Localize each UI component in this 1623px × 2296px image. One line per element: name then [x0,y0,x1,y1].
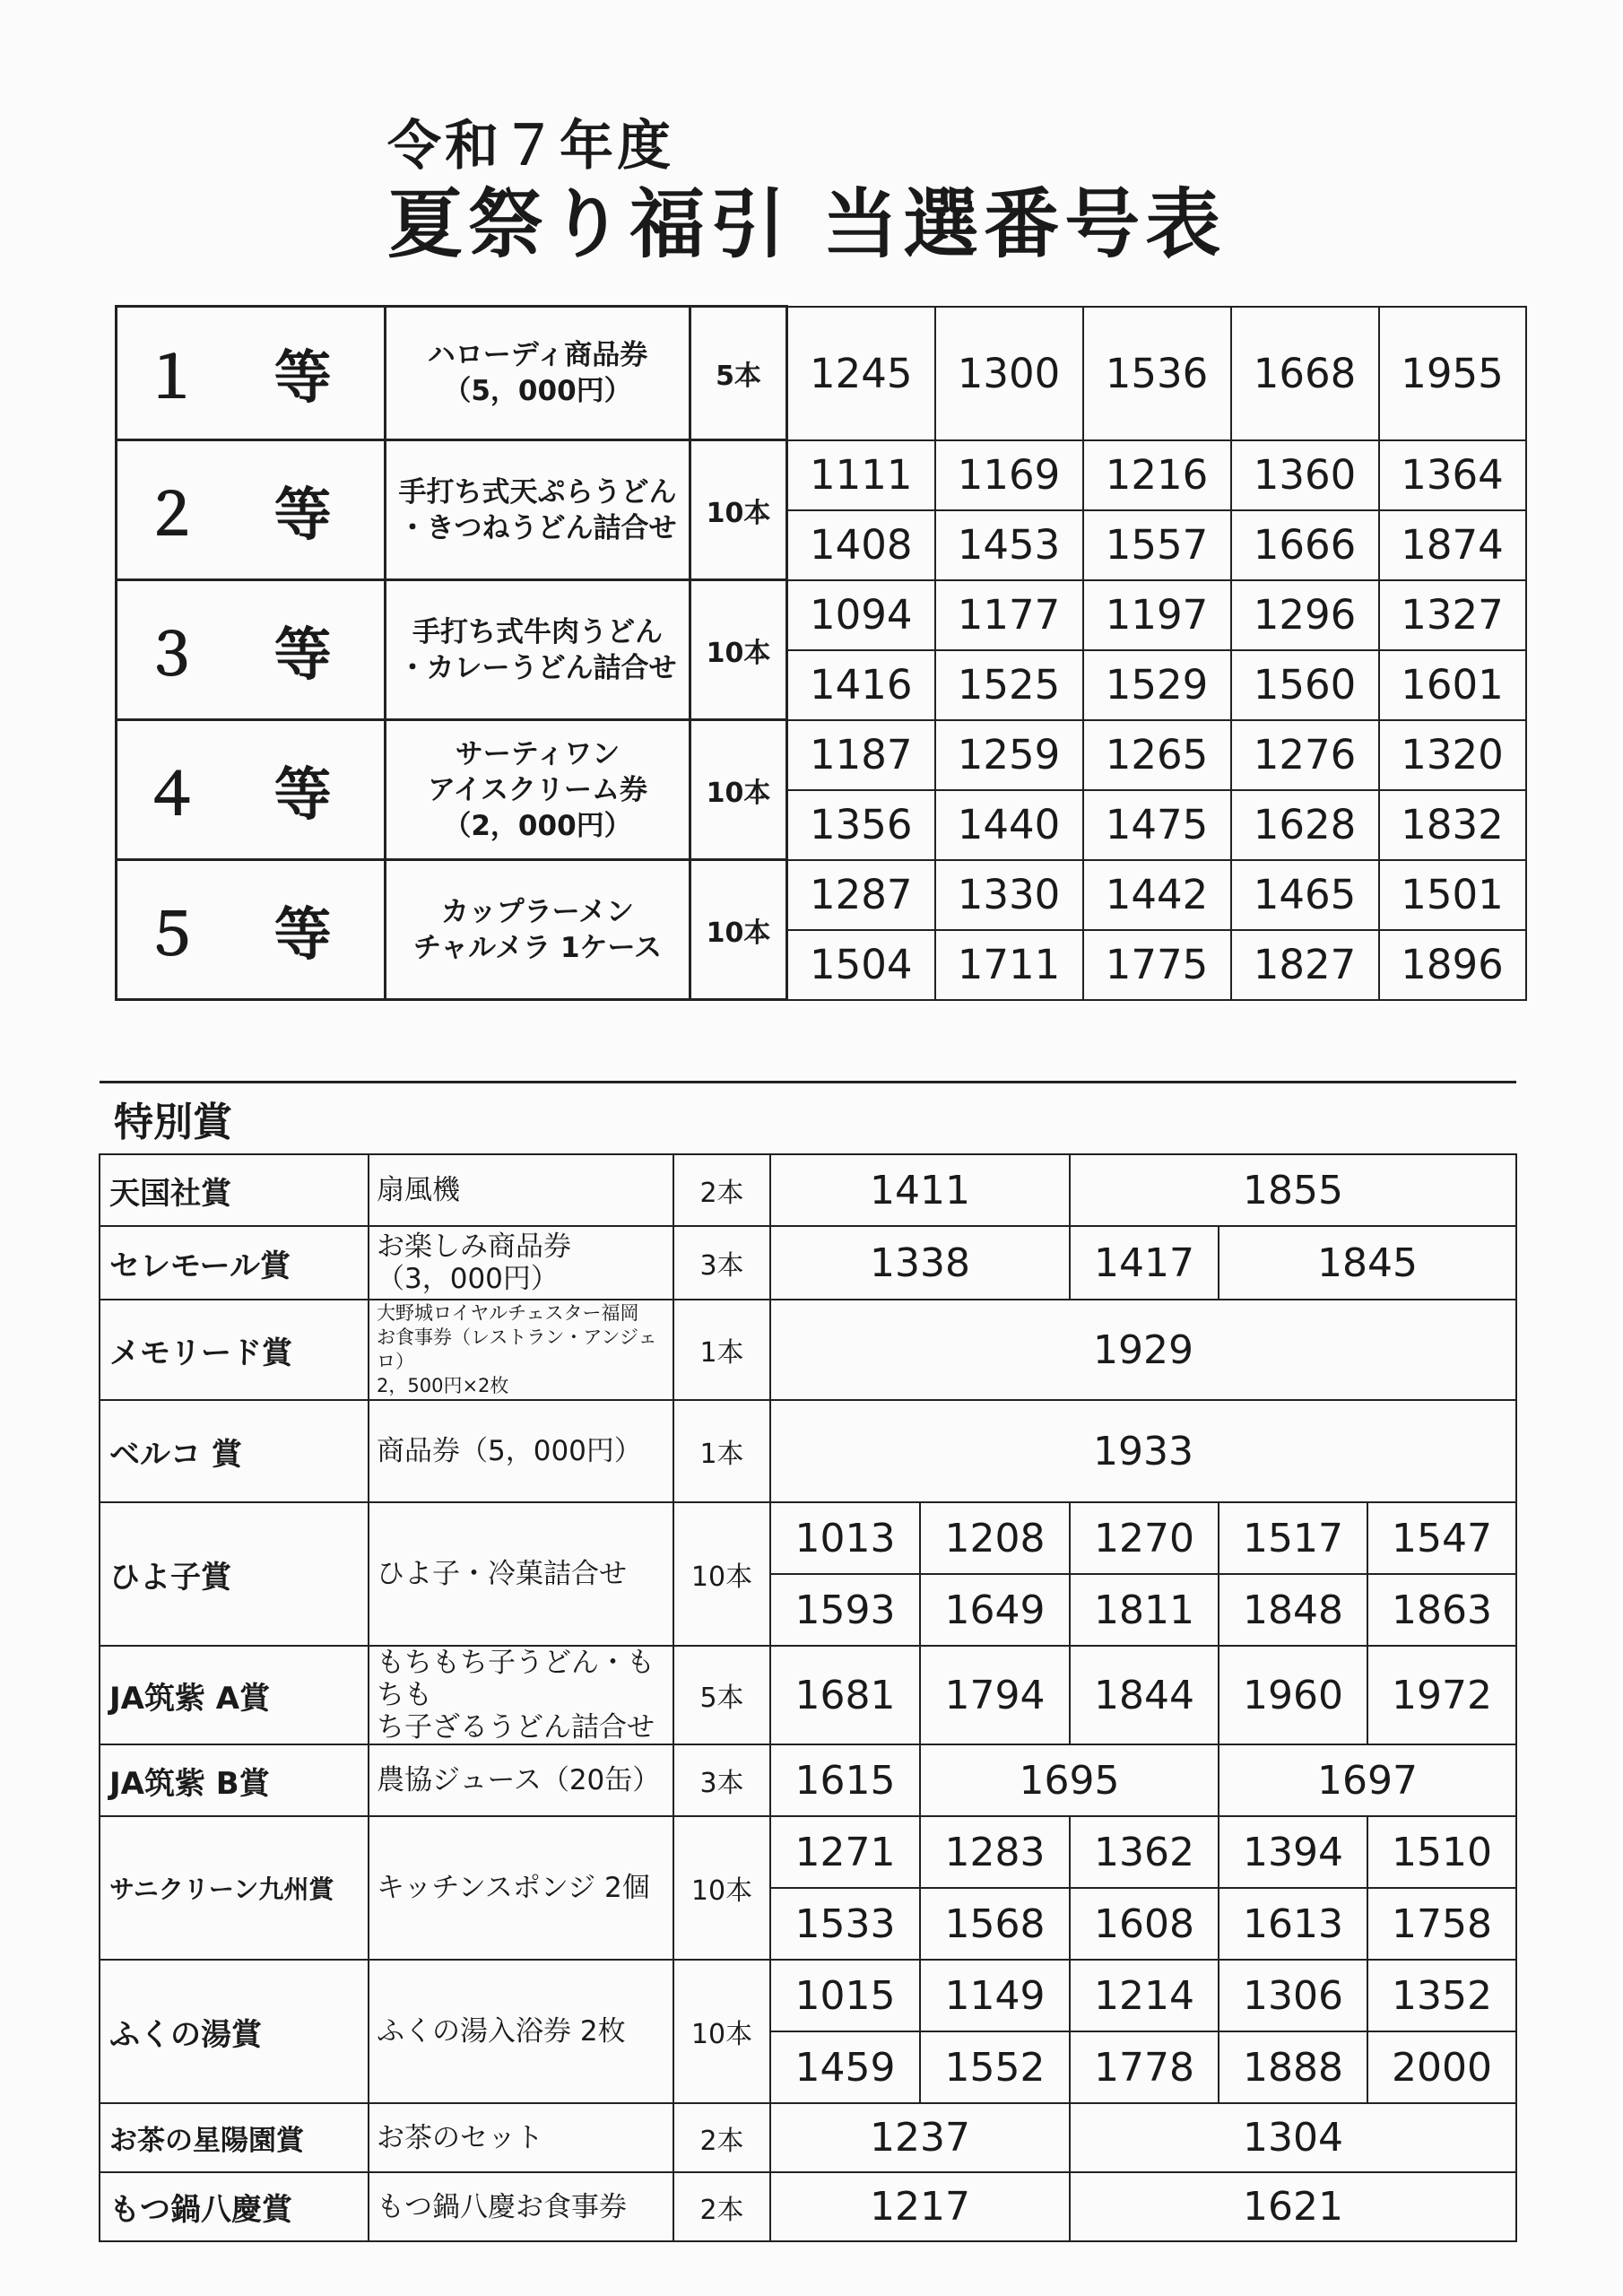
winning-number: 1327 [1379,580,1526,650]
winning-number: 1666 [1231,510,1379,580]
winning-number: 1832 [1379,790,1526,860]
winning-number: 1217 [770,2172,1070,2241]
winning-number: 1197 [1083,580,1231,650]
winning-number: 1208 [920,1502,1070,1574]
special-row [100,1502,1516,1574]
prize-row-1 [117,307,1526,440]
winning-number: 1593 [770,1574,920,1646]
winning-number: 1475 [1083,790,1231,860]
winning-number: 1510 [1367,1816,1516,1888]
special-prize-item-line: もちもち子うどん・もちも [377,1647,655,1711]
winning-number: 1560 [1231,650,1379,720]
winning-number: 1960 [1219,1646,1367,1744]
special-row [100,1960,1516,2031]
special-prize-qty: 10本 [673,1502,770,1646]
prize-item [386,307,690,440]
winning-number: 1338 [770,1226,1070,1300]
prize-item-line: ハローディ商品券 [427,339,648,371]
special-row [100,2172,1516,2241]
prize-row-4 [117,720,1526,790]
winning-number: 1778 [1070,2031,1219,2103]
prize-rank: ４ 等 [117,720,386,860]
prize-qty: 10本 [690,860,787,1000]
winning-number: 1169 [935,440,1083,510]
winning-number: 1187 [787,720,935,790]
winning-number: 1533 [770,1888,920,1960]
winning-number: 1855 [1070,1154,1516,1226]
special-prize-item: 農協ジュース（20缶） [369,1744,673,1816]
winning-number: 1416 [787,650,935,720]
winning-number: 1352 [1367,1960,1516,2031]
prize-rank: ２ 等 [117,440,386,580]
winning-number: 1608 [1070,1888,1219,1960]
winning-number: 1306 [1219,1960,1367,2031]
prize-item-line: ・カレーうどん詰合せ [398,651,677,684]
prize-row-5 [117,860,1526,930]
prize-item-line: カップラーメン [440,895,635,928]
winning-number: 1552 [920,2031,1070,2103]
special-prize-qty: 2本 [673,2103,770,2172]
special-heading: 特別賞 [100,1083,1516,1155]
winning-number: 1214 [1070,1960,1219,2031]
prize-item-line: ・きつねうどん詰合せ [398,511,677,544]
winning-number: 1270 [1070,1502,1219,1574]
winning-number: 1304 [1070,2103,1516,2172]
winning-number: 1613 [1219,1888,1367,1960]
special-prize-item [369,1300,673,1400]
prize-qty: 5本 [690,307,787,440]
special-row [100,1300,1516,1400]
winning-number: 1149 [920,1960,1070,2031]
winning-number: 1320 [1379,720,1526,790]
winning-number: 1668 [1231,307,1379,440]
winning-number: 1271 [770,1816,920,1888]
special-row [100,1400,1516,1502]
winning-number: 1697 [1219,1744,1516,1816]
winning-number: 1330 [935,860,1083,930]
winning-number: 1276 [1231,720,1379,790]
special-prize-qty: 2本 [673,2172,770,2241]
winning-number: 1695 [920,1744,1219,1816]
winning-number: 1417 [1070,1226,1219,1300]
special-prize-item-line: 2，500円×2枚 [377,1375,509,1396]
special-prize-name: JA筑紫 B賞 [100,1744,369,1816]
special-prize-name: ふくの湯賞 [100,1960,369,2103]
winning-number: 1015 [770,1960,920,2031]
winning-number: 1360 [1231,440,1379,510]
special-prize-item: 商品券（5，000円） [369,1400,673,1502]
winning-number: 1111 [787,440,935,510]
special-prize-name: お茶の星陽園賞 [100,2103,369,2172]
special-prize-name: ひよ子賞 [100,1502,369,1646]
special-heading-row [100,1083,1516,1155]
winning-number: 1459 [770,2031,920,2103]
main-prize-table [115,305,1527,1001]
special-prize-item: もつ鍋八慶お食事券 [369,2172,673,2241]
winning-number: 1621 [1070,2172,1516,2241]
prize-item [386,860,690,1000]
winning-number: 1896 [1379,930,1526,1000]
winning-number: 1013 [770,1502,920,1574]
winning-number: 1283 [920,1816,1070,1888]
winning-number: 1529 [1083,650,1231,720]
winning-number: 1933 [770,1400,1516,1502]
winning-number: 1547 [1367,1502,1516,1574]
special-prize-item-line: お楽しみ商品券 [377,1231,571,1263]
winning-number: 1649 [920,1574,1070,1646]
winning-number: 1440 [935,790,1083,860]
winning-number: 1775 [1083,930,1231,1000]
winning-number: 1504 [787,930,935,1000]
winning-number: 1794 [920,1646,1070,1744]
winning-number: 1557 [1083,510,1231,580]
winning-number: 1929 [770,1300,1516,1400]
winning-number: 1265 [1083,720,1231,790]
title-block [387,115,1226,267]
special-prize-table [99,1081,1517,2242]
prize-item-line: アイスクリーム券 [428,773,647,806]
winning-number: 1874 [1379,510,1526,580]
prize-item [386,580,690,720]
special-prize-name: セレモール賞 [100,1226,369,1300]
winning-number: 1758 [1367,1888,1516,1960]
special-prize-item-line: ち子ざるうどん詰合せ [377,1711,655,1744]
winning-number: 1955 [1379,307,1526,440]
special-prize-name: 天国社賞 [100,1154,369,1226]
special-prize-name: サニクリーン九州賞 [100,1816,369,1960]
winning-number: 1287 [787,860,935,930]
special-prize-qty: 2本 [673,1154,770,1226]
special-prize-qty: 1本 [673,1400,770,1502]
winning-number: 1362 [1070,1816,1219,1888]
winning-number: 1536 [1083,307,1231,440]
winning-number: 1628 [1231,790,1379,860]
special-prize-item-line: お食事券（レストラン・アンジェロ） [377,1326,657,1372]
special-prize-item: 扇風機 [369,1154,673,1226]
special-row [100,1226,1516,1300]
prize-item-line: （5，000円） [443,375,632,407]
special-prize-item: キッチンスポンジ 2個 [369,1816,673,1960]
winning-number: 1259 [935,720,1083,790]
prize-row-2 [117,440,1526,510]
special-prize-name: ベルコ 賞 [100,1400,369,1502]
prize-item-line: （2，000円） [443,809,632,842]
winning-number: 1408 [787,510,935,580]
winning-number: 1845 [1219,1226,1516,1300]
prize-item [386,440,690,580]
prize-rank: １ 等 [117,307,386,440]
winning-number: 1711 [935,930,1083,1000]
winning-number: 1296 [1231,580,1379,650]
prize-qty: 10本 [690,580,787,720]
special-prize-item: ひよ子・冷菓詰合せ [369,1502,673,1646]
winning-number: 1442 [1083,860,1231,930]
special-prize-item [369,1226,673,1300]
winning-number: 1216 [1083,440,1231,510]
winning-number: 1237 [770,2103,1070,2172]
prize-item-line: 手打ち式牛肉うどん [412,615,663,648]
winning-number: 1411 [770,1154,1070,1226]
special-prize-qty: 3本 [673,1226,770,1300]
winning-number: 1811 [1070,1574,1219,1646]
prize-rank: ５ 等 [117,860,386,1000]
special-prize-item-line: （3，000円） [377,1263,559,1295]
winning-number: 2000 [1367,2031,1516,2103]
winning-number: 1356 [787,790,935,860]
winning-number: 1827 [1231,930,1379,1000]
prize-row-3 [117,580,1526,650]
winning-number: 1177 [935,580,1083,650]
special-row [100,1744,1516,1816]
special-prize-item [369,1646,673,1744]
special-row [100,1646,1516,1744]
special-prize-item: ふくの湯入浴券 2枚 [369,1960,673,2103]
winning-number: 1245 [787,307,935,440]
special-prize-qty: 10本 [673,1960,770,2103]
winning-number: 1681 [770,1646,920,1744]
winning-number: 1844 [1070,1646,1219,1744]
winning-number: 1888 [1219,2031,1367,2103]
special-prize-qty: 1本 [673,1300,770,1400]
winning-number: 1517 [1219,1502,1367,1574]
winning-number: 1094 [787,580,935,650]
page-title: 夏祭り福引 当選番号表 [387,180,1227,268]
prize-qty: 10本 [690,720,787,860]
special-prize-name: もつ鍋八慶賞 [100,2172,369,2241]
winning-number: 1972 [1367,1646,1516,1744]
prize-item-line: チャルメラ 1ケース [413,931,662,964]
winning-number: 1465 [1231,860,1379,930]
page-subtitle: 令和７年度 [387,115,674,178]
winning-number: 1568 [920,1888,1070,1960]
winning-number: 1300 [935,307,1083,440]
winning-number: 1501 [1379,860,1526,930]
prize-qty: 10本 [690,440,787,580]
special-row [100,1154,1516,1226]
winning-number: 1848 [1219,1574,1367,1646]
winning-number: 1394 [1219,1816,1367,1888]
special-prize-qty: 5本 [673,1646,770,1744]
special-row [100,1816,1516,1888]
special-prize-item: お茶のセット [369,2103,673,2172]
special-prize-qty: 10本 [673,1816,770,1960]
special-row [100,2103,1516,2172]
special-prize-qty: 3本 [673,1744,770,1816]
winning-number: 1615 [770,1744,920,1816]
winning-number: 1601 [1379,650,1526,720]
special-prize-item-line: 大野城ロイヤルチェスター福岡 [377,1302,639,1324]
prize-item-line: サーティワン [455,737,621,770]
winning-number: 1525 [935,650,1083,720]
prize-item-line: 手打ち式天ぷらうどん [398,475,677,509]
special-prize-name: メモリード賞 [100,1300,369,1400]
winning-number: 1863 [1367,1574,1516,1646]
special-prize-name: JA筑紫 A賞 [100,1646,369,1744]
winning-number: 1364 [1379,440,1526,510]
prize-rank: ３ 等 [117,580,386,720]
winning-number: 1453 [935,510,1083,580]
prize-item [386,720,690,860]
